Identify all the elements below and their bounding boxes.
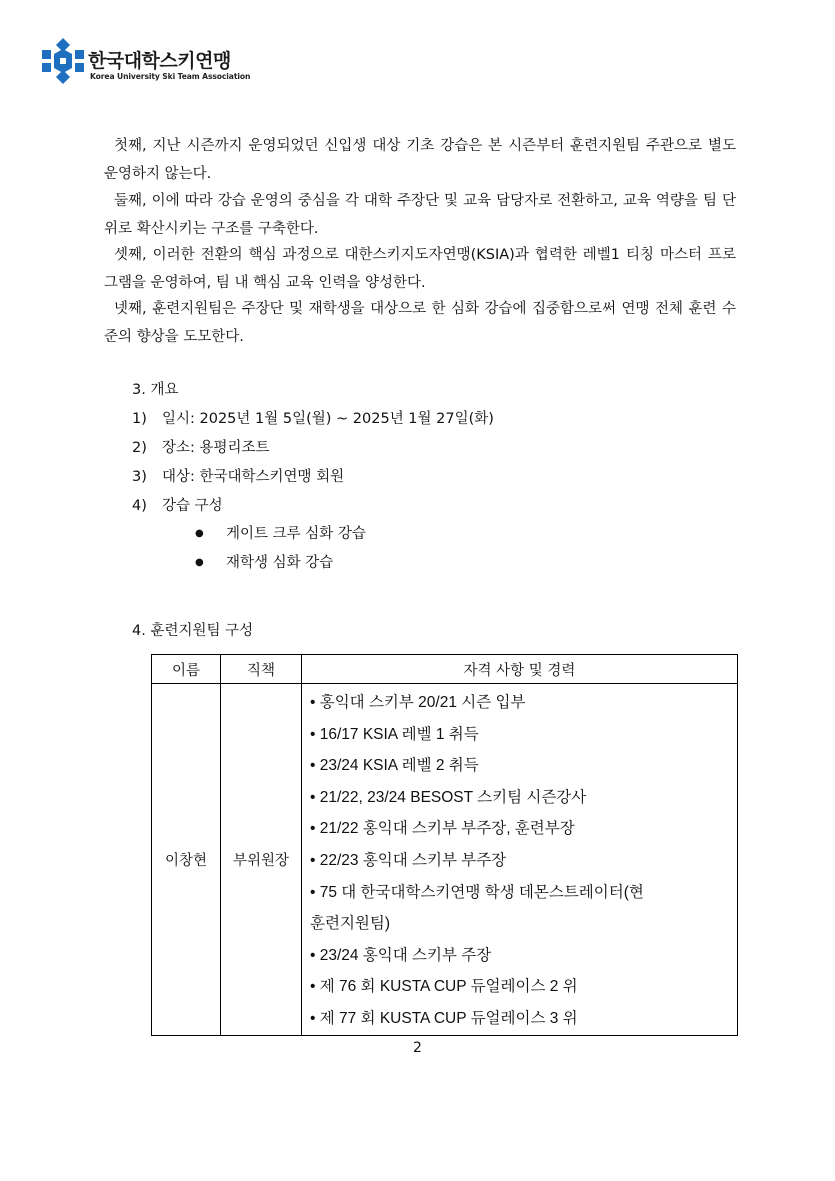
list-number: 3) <box>132 469 147 485</box>
career-line: • 21/22, 23/24 BESOST 스키팀 시즌강사 <box>310 788 587 806</box>
list-text: 대상: 한국대학스키연맹 회원 <box>162 469 345 485</box>
intro-paragraph-1: 첫째, 지난 시즌까지 운영되었던 신입생 대상 기초 강습은 본 시즌부터 훈련지원팀 주관으로 별도 운영하지 않는다. <box>104 138 736 182</box>
overview-item-1 <box>132 407 494 428</box>
section-3-title: 3. 개요 <box>132 382 179 398</box>
table-header-row <box>152 655 738 684</box>
career-line: • 제 76 회 KUSTA CUP 듀얼레이스 2 위 <box>310 978 578 996</box>
member-career <box>302 684 738 1036</box>
member-name: 이창현 <box>152 684 221 1036</box>
page-number: 2 <box>413 1040 422 1056</box>
org-name-en: Korea University Ski Team Association <box>90 72 251 81</box>
career-line: • 23/24 KSIA 레벨 2 취득 <box>310 757 479 775</box>
list-number: 4) <box>132 498 147 514</box>
sub-item-1 <box>195 522 366 543</box>
overview-item-2 <box>132 436 270 457</box>
sub-item-text: 게이트 크루 심화 강습 <box>226 526 366 542</box>
intro-paragraph-4: 넷째, 훈련지원팀은 주장단 및 재학생을 대상으로 한 심화 강습에 집중함으로써 연맹 전체 훈련 수준의 향상을 도모한다. <box>104 301 736 345</box>
header-logo <box>38 36 268 88</box>
header-position: 직책 <box>221 655 302 684</box>
member-position: 부위원장 <box>221 684 302 1036</box>
career-line: • 23/24 홍익대 스키부 주장 <box>310 946 492 964</box>
snowflake-logo-icon <box>38 36 88 86</box>
section-4-title: 4. 훈련지원팀 구성 <box>132 623 254 639</box>
team-table <box>151 654 738 1036</box>
bullet-icon: ● <box>195 528 204 539</box>
list-text: 일시: 2025년 1월 5일(월) ~ 2025년 1월 27일(화) <box>162 411 494 427</box>
sub-item-text: 재학생 심화 강습 <box>226 555 334 571</box>
career-line: • 75 대 한국대학스키연맹 학생 데몬스트레이터(현 <box>310 883 644 901</box>
career-line: 훈련지원팀) <box>310 915 391 933</box>
bullet-icon: ● <box>195 557 204 568</box>
overview-item-4 <box>132 494 223 515</box>
career-line: • 홍익대 스키부 20/21 시즌 입부 <box>310 694 526 711</box>
intro-paragraph-3: 셋째, 이러한 전환의 핵심 과정으로 대한스키지도자연맹(KSIA)과 협력한 레벨1 티칭 마스터 프로그램을 운영하여, 팀 내 핵심 교육 인력을 양성한다. <box>104 247 736 291</box>
org-name-ko: 한국대학스키연맹 <box>88 50 231 72</box>
list-text: 장소: 용평리조트 <box>162 440 270 456</box>
list-number: 2) <box>132 440 147 456</box>
list-text: 강습 구성 <box>162 498 223 514</box>
intro-paragraph-2: 둘째, 이에 따라 강습 운영의 중심을 각 대학 주장단 및 교육 담당자로 전환하고, 교육 역량을 팀 단위로 확산시키는 구조를 구축한다. <box>104 193 736 237</box>
list-number: 1) <box>132 411 147 427</box>
header-career: 자격 사항 및 경력 <box>302 655 738 684</box>
career-line: • 16/17 KSIA 레벨 1 취득 <box>310 725 479 743</box>
career-line: • 21/22 홍익대 스키부 부주장, 훈련부장 <box>310 820 575 838</box>
header-name: 이름 <box>152 655 221 684</box>
career-line: • 22/23 홍익대 스키부 부주장 <box>310 851 507 869</box>
sub-item-2 <box>195 551 333 572</box>
table-row <box>152 684 738 1036</box>
overview-item-3 <box>132 465 344 486</box>
career-line: • 제 77 회 KUSTA CUP 듀얼레이스 3 위 <box>310 1009 578 1027</box>
